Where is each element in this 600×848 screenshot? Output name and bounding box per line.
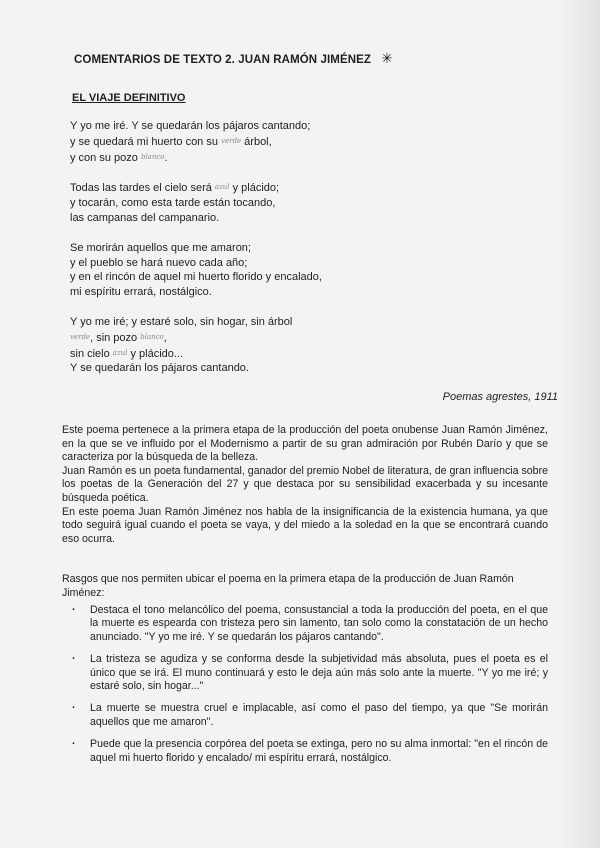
verse-text: y en el rincón de aquel mi huerto florido y encalado,	[70, 271, 322, 284]
poem-verse	[70, 134, 400, 150]
poem-title: EL VIAJE DEFINITIVO	[72, 92, 186, 104]
intro-paragraph: En este poema Juan Ramón Jiménez nos habla de la insignificancia de la existencia humana, ya que todo seguirá igual cuando el poeta se vaya, y del miedo a la soledad en la que se encontrará cuando eso ocurra.	[62, 505, 548, 545]
bullet-icon: ·	[72, 653, 76, 666]
poem-verse	[70, 361, 400, 376]
poem-body	[70, 119, 400, 391]
verse-text: ,	[163, 331, 167, 344]
poem-verse	[70, 180, 400, 196]
analysis-list	[72, 604, 548, 774]
poem-verse	[70, 346, 400, 362]
verse-text: Se morirán aquellos que me amaron;	[70, 241, 251, 254]
poem-verse	[70, 315, 400, 330]
bullet-icon: ·	[72, 702, 76, 715]
poem-verse	[70, 270, 400, 285]
handwritten-note: blanco	[140, 332, 164, 341]
poem-verse	[70, 119, 400, 134]
verse-text: las campanas del campanario.	[70, 211, 220, 224]
list-item	[72, 653, 548, 693]
list-item	[72, 702, 548, 729]
verse-text: Y se quedarán los pájaros cantando.	[70, 362, 249, 375]
verse-text: mi espíritu errará, nostálgico.	[70, 286, 212, 299]
verse-text: sin cielo	[70, 347, 113, 360]
verse-text: y el pueblo se hará nuevo cada año;	[70, 256, 248, 269]
poem-verse	[70, 285, 400, 300]
verse-text: y plácido...	[127, 347, 184, 360]
poem-stanza	[70, 315, 400, 376]
poem-verse	[70, 196, 400, 211]
bullet-icon: ·	[72, 604, 76, 616]
analysis-heading: Rasgos que nos permiten ubicar el poema en la primera etapa de la producción de Juan Ramón Jiménez:	[62, 573, 514, 599]
poem-stanza	[70, 119, 400, 165]
verse-text: Y yo me iré. Y se quedarán los pájaros cantando;	[70, 120, 311, 132]
asterisk-star-icon: ✳	[381, 50, 393, 66]
poem-source: Poemas agrestes, 1911	[442, 391, 558, 403]
list-item-text: La tristeza se agudiza y se conforma desde la subjetividad más absoluta, pues el poeta es el único que se irá. El muno continuará y esto le deja aún más solo ante la muerte. "Y yo me iré; y estaré solo, sin hogar..."	[90, 653, 548, 693]
poem-verse	[70, 150, 400, 166]
handwritten-note: verde	[221, 136, 242, 145]
intro-paragraph: Este poema pertenece a la primera etapa de la producción del poeta onubense Juan Ramón Jiménez, en la que se ve influido por el Modernismo a partir de su gran admiración por Rubén Darío y que se caracteriza por la búsqueda de la belleza.	[62, 424, 548, 464]
verse-text: y plácido;	[229, 182, 280, 195]
page-title-text: COMENTARIOS DE TEXTO 2. JUAN RAMÓN JIMÉNEZ	[74, 54, 372, 66]
page-title	[74, 50, 393, 67]
list-item-text: Destaca el tono melancólico del poema, consustancial a toda la producción del poeta, en el que la muerte es espearda con tristeza pero sin lamento, tan solo como la constatación de un hecho anunciado. "Y yo me iré. Y se quedarán los pájaros cantando".	[90, 604, 548, 643]
verse-text: , sin pozo	[90, 331, 141, 344]
verse-text: y se quedará mi huerto con su	[70, 135, 222, 148]
poem-verse	[70, 241, 400, 256]
verse-text: y con su pozo	[70, 151, 141, 164]
verse-text: y tocarán, como esta tarde están tocando,	[70, 197, 276, 210]
handwritten-note: azul	[112, 348, 128, 357]
verse-text: Y yo me iré; y estaré solo, sin hogar, sin árbol	[70, 315, 293, 328]
verse-text: árbol,	[241, 135, 272, 148]
handwritten-note: blanco	[140, 152, 165, 161]
list-item	[72, 738, 548, 765]
verse-text: Todas las tardes el cielo será	[70, 182, 215, 195]
intro-paragraph: Juan Ramón es un poeta fundamental, ganador del premio Nobel de literatura, de gran influencia sobre los poetas de la Generación del 27 y que destaca por su sensibilidad exacerbada y su incesante búsqueda poética.	[62, 464, 548, 504]
list-item-text: Puede que la presencia corpórea del poeta se extinga, pero no su alma inmortal: "en el rincón de aquel mi huerto florido y encalado/ mi espíritu errará, nostálgico.	[90, 738, 548, 764]
poem-stanza	[70, 180, 400, 225]
verse-text: .	[164, 151, 168, 164]
intro-section	[62, 424, 548, 546]
poem-stanza	[70, 241, 400, 300]
bullet-icon: ·	[72, 738, 76, 751]
handwritten-note: verde	[70, 332, 91, 341]
handwritten-note: azul	[214, 183, 230, 192]
poem-verse	[70, 211, 400, 226]
list-item-text: La muerte se muestra cruel e implacable, así como el paso del tiempo, ya que "Se morirán aquellos que me amaron".	[90, 702, 548, 728]
list-item	[72, 604, 548, 644]
poem-verse	[70, 256, 400, 271]
poem-verse	[70, 330, 400, 346]
